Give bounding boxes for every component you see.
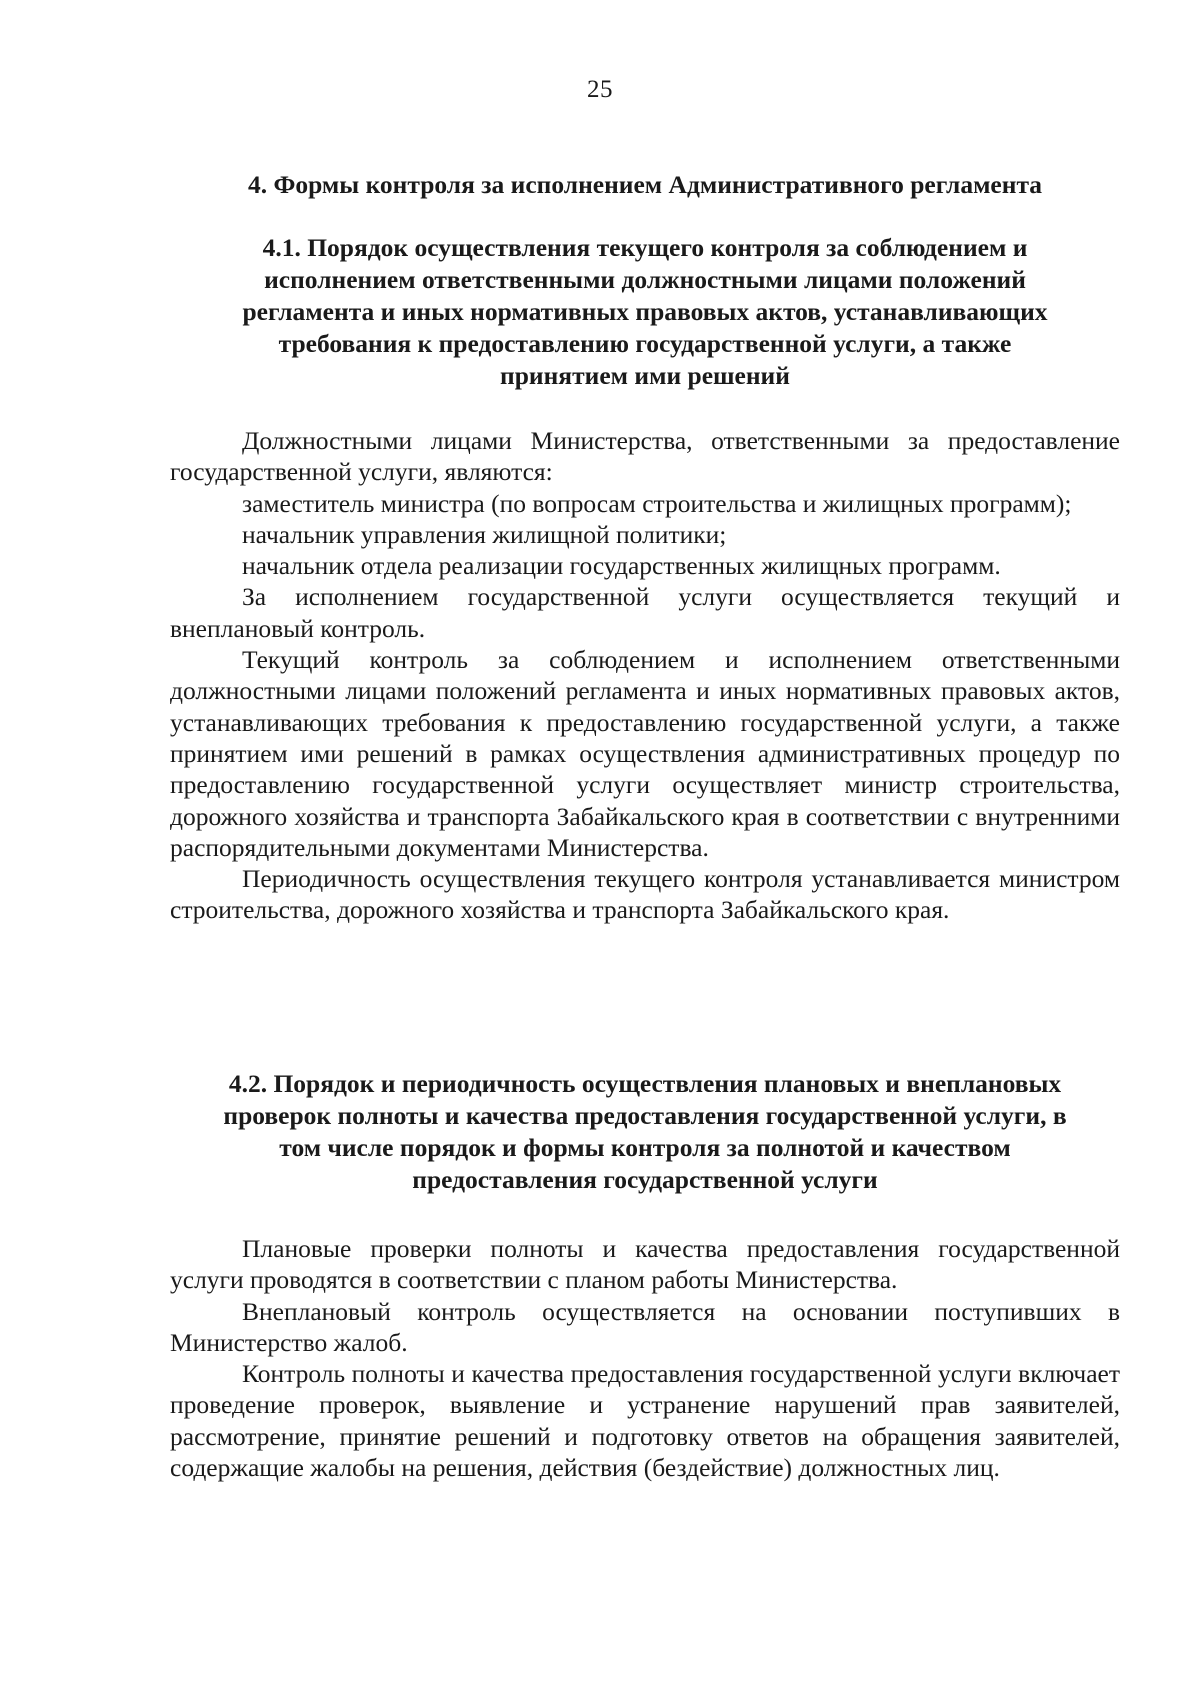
page-number: 25 — [587, 76, 613, 103]
subsection-1-title-line: требования к предоставлению государственной услуги, а также — [278, 329, 1012, 358]
subsection-1-title-line: исполнением ответственными должностными лицами положений — [264, 265, 1026, 294]
subsection-2-title-line: 4.2. Порядок и периодичность осуществления плановых и внеплановых — [228, 1069, 1062, 1098]
subsection-2-body — [170, 1233, 1120, 1483]
paragraph: Периодичность осуществления текущего контроля устанавливается министром строительства, дорожного хозяйства и транспорта Забайкальского края. — [170, 864, 1120, 925]
subsection-2-title — [170, 1068, 1120, 1196]
paragraph: Текущий контроль за соблюдением и исполнением ответственными должностными лицами положений регламента и иных нормативных правовых актов, устанавливающих требования к предоставлению государственной услуги, а также принятием ими решений в рамках осуществления административных процедур по предоставлению государственной услуги осуществляет министр строительства, дорожного хозяйства и транспорта Забайкальского края в соответствии с внутренними распорядительными документами Министерства. — [170, 645, 1120, 862]
paragraph: начальник отдела реализации государственных жилищных программ. — [242, 551, 1001, 581]
subsection-1-title-line: принятием ими решений — [500, 361, 790, 390]
paragraph: заместитель министра (по вопросам строительства и жилищных программ); — [242, 488, 1072, 518]
subsection-1-body — [170, 425, 1120, 926]
paragraph: За исполнением государственной услуги осуществляется текущий и внеплановый контроль. — [170, 582, 1120, 643]
paragraph: Плановые проверки полноты и качества предоставления государственной услуги проводятся в соответствии с планом работы Министерства. — [170, 1234, 1120, 1295]
section-title: 4. Формы контроля за исполнением Административного регламента — [247, 170, 1043, 199]
subsection-1-title-line: регламента и иных нормативных правовых актов, устанавливающих — [242, 297, 1048, 326]
subsection-2-title-line: том числе порядок и формы контроля за полнотой и качеством — [279, 1133, 1011, 1162]
paragraph: Контроль полноты и качества предоставления государственной услуги включает проведение проверок, выявление и устранение нарушений прав заявителей, рассмотрение, принятие решений и подготовку ответов на обращения заявителей, содержащие жалобы на решения, действия (бездействие) должностных лиц. — [170, 1359, 1120, 1483]
paragraph: начальник управления жилищной политики; — [242, 519, 727, 549]
subsection-2-title-line: проверок полноты и качества предоставления государственной услуги, в — [223, 1101, 1067, 1130]
subsection-2-title-line: предоставления государственной услуги — [412, 1165, 878, 1194]
subsection-1-title-line: 4.1. Порядок осуществления текущего контроля за соблюдением и — [262, 233, 1028, 262]
subsection-1-title — [170, 232, 1120, 392]
paragraph: Внеплановый контроль осуществляется на основании поступивших в Министерство жалоб. — [170, 1296, 1120, 1357]
paragraph: Должностными лицами Министерства, ответственными за предоставление государственной услуги, являются: — [170, 426, 1120, 487]
